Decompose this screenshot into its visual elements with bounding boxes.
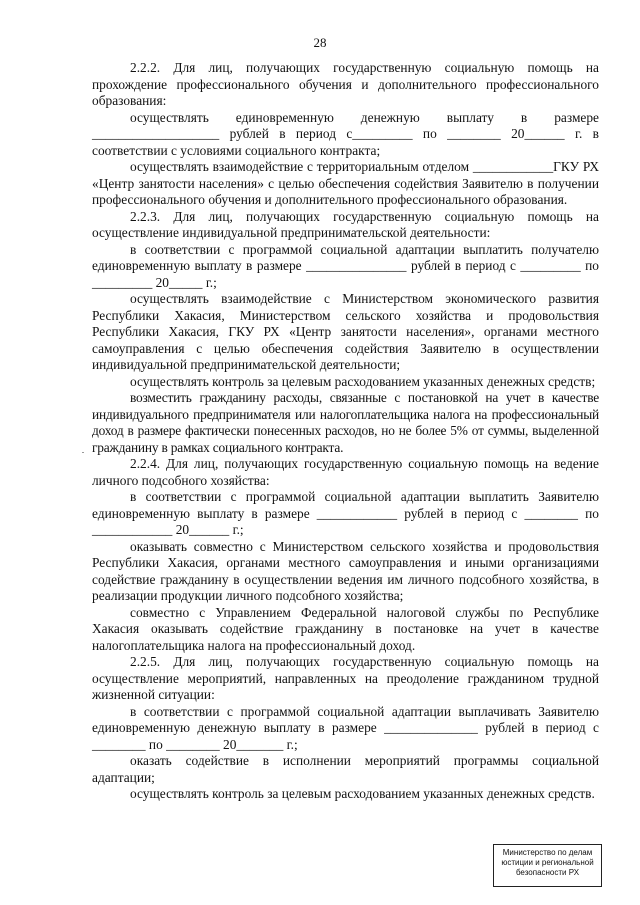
paragraph-2-2-5-payment: в соответствии с программой социальной адаптации выплачивать Заявителю единовременную денежную выплату в размере ______________ рублей в период с ________ по ________ 20_______ г.; [92,703,599,752]
paragraph-2-2-3-interaction: осуществлять взаимодействие с Министерством экономического развития Республики Хакасия, Министерством сельского хозяйства и продовольствия Республики Хакасия, ГКУ РХ «Центр занятости населения», органами местного самоуправления с целью обеспечения содействия Заявителю в осуществлении индивидуальной предпринимательской деятельности; [92,291,599,372]
paragraph-2-2-2-heading: 2.2.2. Для лиц, получающих государственную социальную помощь на прохождение профессионального обучения и дополнительного профессионального образования: [92,60,599,108]
page-number: 28 [313,35,327,50]
paragraph-2-2-3-payment: в соответствии с программой социальной адаптации выплатить получателю единовременную выплату в размере _______________ рублей в период с _________ по _________ 20_____ г.; [92,241,599,290]
document-body [92,60,599,803]
paragraph-2-2-4-payment: в соответствии с программой социальной адаптации выплатить Заявителю единовременную выплату в размере ____________ рублей в период с ________ по ____________ 20______ г.; [92,489,599,537]
stamp-line-1: Министерство по делам [502,848,593,857]
paragraph-2-2-5-control: осуществлять контроль за целевым расходованием указанных денежных средств. [130,786,595,801]
paragraph-2-2-2-payment: осуществлять единовременную денежную выплату в размере ___________________ рублей в период с_________ по ________ 20______ г. в соответствии с условиями социального контракта; [92,109,599,158]
paragraph-2-2-2-interaction: осуществлять взаимодействие с территориальным отделом ____________ГКУ РХ «Центр занятости населения» с целью обеспечения содействия Заявителю в получении профессионального обучения и дополнительного профессионального образования. [92,159,599,207]
ministry-stamp [493,844,602,887]
paragraph-2-2-3-heading: 2.2.3. Для лиц, получающих государственную социальную помощь на осуществление индивидуальной предпринимательской деятельности: [92,208,599,240]
paragraph-2-2-3-reimbursement: возместить гражданину расходы, связанные с постановкой на учет в качестве индивидуального предпринимателя или налогоплательщика налога на профессиональный доход в размере фактически понесенных расходов, но не более 5% от суммы, выделенной гражданину в рамках социального контракта. [92,390,599,455]
stamp-line-3: безопасности РХ [515,868,580,877]
paragraph-2-2-4-tax-registration: совместно с Управлением Федеральной налоговой службы по Республике Хакасия оказывать содействие гражданину в постановке на учет в качестве налогоплательщика налога на профессиональный доход. [92,604,599,653]
paragraph-2-2-4-assistance: оказывать совместно с Министерством сельского хозяйства и продовольствия Республики Хакасия, органами местного самоуправления и иными организациями содействие гражданину в осуществлении ведения им личного подсобного хозяйства, в реализации продукции личного подсобного хозяйства; [92,538,599,603]
paragraph-2-2-5-assistance: оказать содействие в исполнении мероприятий программы социальной адаптации; [92,753,599,785]
paragraph-2-2-3-control: осуществлять контроль за целевым расходованием указанных денежных средств; [130,373,596,389]
paragraph-2-2-5-heading: 2.2.5. Для лиц, получающих государственную социальную помощь на осуществление мероприятий, направленных на преодоление гражданином трудной жизненной ситуации: [92,654,599,702]
scan-mark [82,452,84,453]
stamp-line-2: юстиции и региональной [501,858,594,867]
paragraph-2-2-4-heading: 2.2.4. Для лиц, получающих государственную социальную помощь на ведение личного подсобного хозяйства: [92,456,599,488]
